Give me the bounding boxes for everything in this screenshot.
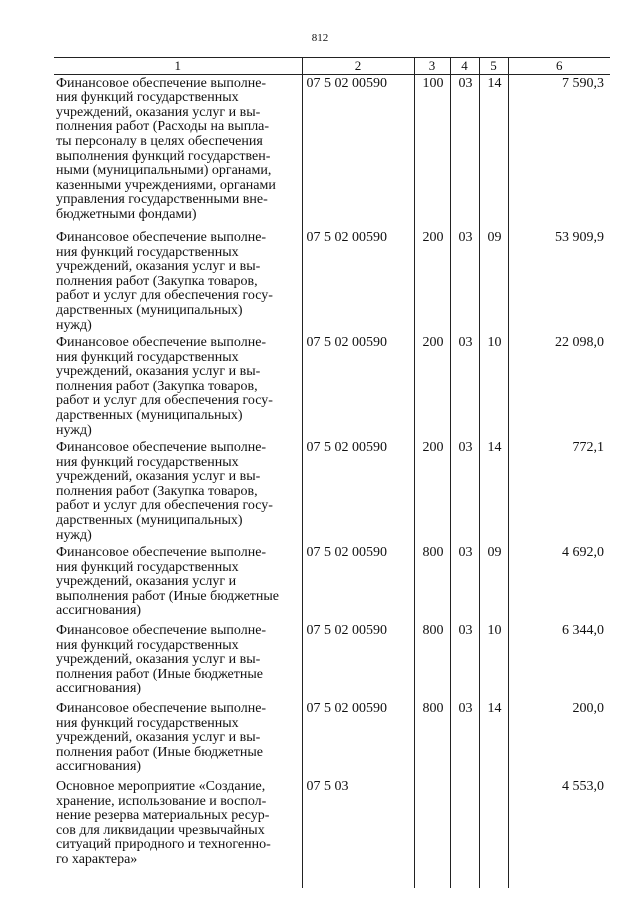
row-code: 07 5 02 00590 (306, 545, 387, 561)
row-amount-cell (508, 778, 610, 888)
row-code-cell (302, 700, 414, 778)
row-expense-type: 800 (422, 701, 444, 717)
row-amount: 7 590,3 (562, 75, 604, 91)
row-section-cell (450, 778, 479, 888)
column-header: 2 (302, 58, 414, 75)
row-description-cell (54, 544, 302, 622)
budget-table (54, 57, 610, 888)
row-code: 07 5 02 00590 (306, 623, 387, 639)
row-description-cell (54, 622, 302, 700)
row-amount: 4 692,0 (562, 545, 604, 561)
row-code-cell (302, 778, 414, 888)
row-subsection-cell (479, 74, 508, 229)
row-code: 07 5 02 00590 (306, 230, 387, 246)
row-amount: 200,0 (572, 701, 604, 717)
row-section: 03 (458, 230, 473, 246)
column-header: 5 (479, 58, 508, 75)
row-description: Финансовое обеспечение выполне- ния функций государственных учреждений, оказания услуг и вы- полнения работ (Иные бюджетные ассигнования) (56, 623, 267, 697)
row-section-cell (450, 700, 479, 778)
row-code: 07 5 02 00590 (306, 335, 387, 351)
row-description: Финансовое обеспечение выполне- ния функций государственных учреждений, оказания услуг и вы- полнения работ (Иные бюджетные ассигнования) (56, 701, 267, 775)
row-subsection: 09 (487, 230, 502, 246)
row-subsection: 10 (487, 335, 502, 351)
row-expense-type: 800 (422, 623, 444, 639)
row-code: 07 5 03 (306, 779, 349, 795)
row-section-cell (450, 439, 479, 544)
row-subsection-cell (479, 544, 508, 622)
table-row (54, 74, 610, 229)
row-description-cell (54, 778, 302, 888)
row-subsection-cell (479, 229, 508, 334)
row-description-cell (54, 229, 302, 334)
row-description-cell (54, 334, 302, 439)
column-header: 3 (414, 58, 450, 75)
row-section-cell (450, 74, 479, 229)
row-code-cell (302, 544, 414, 622)
row-section: 03 (458, 335, 473, 351)
row-section: 03 (458, 545, 473, 561)
table-row (54, 334, 610, 439)
column-header: 6 (508, 58, 610, 75)
row-code-cell (302, 439, 414, 544)
row-amount: 4 553,0 (562, 779, 604, 795)
row-description: Финансовое обеспечение выполне- ния функций государственных учреждений, оказания услуг и вы- полнения работ (Закупка товаров, работ и услуг для обеспечения госу- дарственных (муниципальных) нужд) (56, 440, 273, 543)
row-subsection-cell (479, 778, 508, 888)
row-expense-type-cell (414, 229, 450, 334)
table-row (54, 439, 610, 544)
row-subsection: 09 (487, 545, 502, 561)
row-amount: 53 909,9 (555, 230, 604, 246)
row-amount: 6 344,0 (562, 623, 604, 639)
table-row (54, 622, 610, 700)
row-description: Финансовое обеспечение выполне- ния функций государственных учреждений, оказания услуг и вы- полнения работ (Закупка товаров, работ и услуг для обеспечения госу- дарственных (муниципальных) нужд) (56, 230, 273, 333)
row-section-cell (450, 334, 479, 439)
row-subsection: 14 (487, 75, 502, 91)
row-amount-cell (508, 74, 610, 229)
row-code-cell (302, 622, 414, 700)
row-description: Основное мероприятие «Создание, хранение, использование и воспол- нение резерва материальных ресур- сов для ликвидации чрезвычайных ситуаций природного и техногенно- го характера» (56, 779, 271, 868)
table-row (54, 700, 610, 778)
row-amount-cell (508, 229, 610, 334)
row-amount-cell (508, 622, 610, 700)
row-description-cell (54, 439, 302, 544)
row-code-cell (302, 74, 414, 229)
row-expense-type-cell (414, 439, 450, 544)
row-expense-type-cell (414, 622, 450, 700)
row-expense-type-cell (414, 544, 450, 622)
row-section: 03 (458, 75, 473, 91)
row-subsection: 10 (487, 623, 502, 639)
table-header-row (54, 58, 610, 75)
table-row (54, 778, 610, 888)
row-subsection-cell (479, 334, 508, 439)
row-description-cell (54, 700, 302, 778)
row-amount-cell (508, 544, 610, 622)
row-code-cell (302, 229, 414, 334)
row-expense-type-cell (414, 74, 450, 229)
footer-divider (0, 880, 640, 881)
row-amount-cell (508, 334, 610, 439)
column-header: 1 (54, 58, 302, 75)
row-expense-type: 800 (422, 545, 444, 561)
row-section: 03 (458, 623, 473, 639)
row-description: Финансовое обеспечение выполне- ния функций государственных учреждений, оказания услуг и вы- полнения работ (Расходы на выпла- ты персоналу в целях обеспечения выполнения функций государствен- ными (муниципальными) органами, казенными учреждениями, органами управления государственными вне- бюджетными фондами) (56, 75, 276, 222)
row-section-cell (450, 229, 479, 334)
row-amount: 22 098,0 (555, 335, 604, 351)
row-section-cell (450, 622, 479, 700)
row-code: 07 5 02 00590 (306, 440, 387, 456)
row-amount-cell (508, 700, 610, 778)
row-code: 07 5 02 00590 (306, 75, 387, 91)
row-section: 03 (458, 440, 473, 456)
row-subsection-cell (479, 700, 508, 778)
column-header: 4 (450, 58, 479, 75)
row-expense-type: 200 (422, 230, 444, 246)
row-subsection: 14 (487, 440, 502, 456)
row-expense-type-cell (414, 334, 450, 439)
row-expense-type: 200 (422, 440, 444, 456)
row-subsection: 14 (487, 701, 502, 717)
row-code: 07 5 02 00590 (306, 701, 387, 717)
row-expense-type-cell (414, 778, 450, 888)
table-row (54, 229, 610, 334)
row-subsection-cell (479, 622, 508, 700)
row-code-cell (302, 334, 414, 439)
row-description-cell (54, 74, 302, 229)
row-section: 03 (458, 701, 473, 717)
row-expense-type-cell (414, 700, 450, 778)
page-number: 812 (311, 32, 329, 44)
row-description: Финансовое обеспечение выполне- ния функций государственных учреждений, оказания услуг и вы- полнения работ (Закупка товаров, работ и услуг для обеспечения госу- дарственных (муниципальных) нужд) (56, 335, 273, 438)
row-description: Финансовое обеспечение выполне- ния функций государственных учреждений, оказания услуг и выполнения работ (Иные бюджетные ассигнования) (56, 545, 280, 619)
row-section-cell (450, 544, 479, 622)
row-expense-type: 100 (422, 75, 444, 91)
row-subsection-cell (479, 439, 508, 544)
row-expense-type: 200 (422, 335, 444, 351)
table-row (54, 544, 610, 622)
row-amount-cell (508, 439, 610, 544)
row-amount: 772,1 (572, 440, 604, 456)
